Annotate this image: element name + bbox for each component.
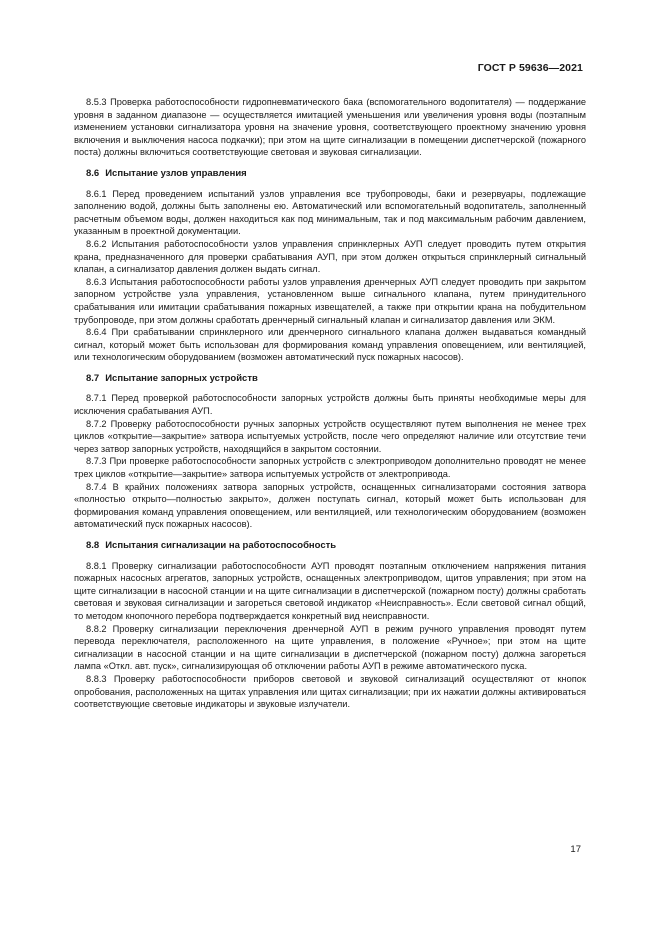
paragraph-8-8-1: 8.8.1 Проверку сигнализации работоспособности АУП проводят поэтапным отключением напряжения питания пожарных насосных агрегатов, запорных устройств, оснащенных электроприводом, щитов управления; при этом на щите сигнализации в насосной станции и на щите сигнализации в диспетчерской (пожарном посту) должны сработать световая и звуковая сигнализации и загореться световой индикатор «Неисправность». Если световой сигнал общий, то методом кнопочного перебора подтверждается конкретный вид неисправности. (74, 560, 586, 621)
section-number: 8.8 (86, 540, 100, 551)
section-title: Испытания сигнализации на работоспособность (105, 540, 337, 551)
section-heading-8-7 (86, 373, 586, 386)
section-title: Испытание запорных устройств (105, 372, 258, 384)
paragraph-8-5-3: 8.5.3 Проверка работоспособности гидропневматического бака (вспомогательного водопитателя) — поддержание уровня в заданном диапазоне — осуществляется имитацией уменьшения или увеличения уровня воды (поэтапным изменением установки сигнализатора уровня на значение уровня, соответствующего проектному значению уровня включения и выключения насоса подкачки); при этом на щите сигнализации в помещении диспетчерской (пожарного поста) должны включиться соответствующие световая и звуковая сигнализации. (74, 97, 586, 158)
paragraph-8-6-2: 8.6.2 Испытания работоспособности узлов управления спринклерных АУП следует проводить путем открытия крана, предназначенного для проверки срабатывания АУП, при этом должен открыться спринклерный сигнальный клапан, а сигнализатор давления должен выдать сигнал. (74, 238, 586, 275)
paragraph-8-7-4: 8.7.4 В крайних положениях затвора запорных устройств, оснащенных сигнализаторами состояния затвора «полностью открыто—полностью закрыто», должен поступать сигнал, который может быть использован для формирования команд управления оповещением, или вентиляцией, или технологическим оборудованием (возможен автоматический пуск пожарных насосов). (74, 481, 586, 530)
paragraph-8-8-3: 8.8.3 Проверку работоспособности приборов световой и звуковой сигнализаций осуществляют от кнопок опробования, расположенных на щитах управления или щитах сигнализации; при их нажатии должны активироваться соответствующие световые индикаторы и звуковые излучатели. (74, 673, 586, 710)
paragraph-8-7-1: 8.7.1 Перед проверкой работоспособности запорных устройств должны быть приняты необходимые меры для исключения срабатывания АУП. (74, 393, 586, 417)
paragraph-8-6-4: 8.6.4 При срабатывании спринклерного или дренчерного сигнального клапана должен выдаваться командный сигнал, который может быть использован для формирования команд управления оповещением, или вентиляцией, или технологическим оборудованием (возможен автоматический пуск пожарных насосов). (74, 327, 586, 363)
paragraph-8-7-3: 8.7.3 При проверке работоспособности запорных устройств с электроприводом дополнительно проводят не менее трех циклов «открытие—закрытие» затвора испытуемых устройств от электропривода. (74, 456, 586, 480)
section-number: 8.6 (86, 167, 100, 179)
paragraph-8-6-3: 8.6.3 Испытания работоспособности работы узлов управления дренчерных АУП следует проводить при закрытом запорном устройстве узла управления, установленном выше сигнального клапана, путем принудительного срабатывания или имитации срабатывания пожарных извещателей, а также при открытии крана на побудительном трубопроводе, при этом должны сработать дренчерный сигнальный клапан и сигнализатор давления или ЭКМ. (74, 276, 586, 325)
section-title: Испытание узлов управления (105, 167, 247, 179)
section-heading-8-6 (86, 168, 586, 181)
document-id: ГОСТ Р 59636—2021 (477, 62, 583, 74)
document-body (74, 96, 586, 711)
section-number: 8.7 (86, 372, 100, 384)
paragraph-8-8-2: 8.8.2 Проверку сигнализации переключения дренчерной АУП в режим ручного управления проводят путем перевода переключателя, расположенного на щите управления, в положение «Ручное»; при этом на щите сигнализации в насосной станции и на щите сигнализации в диспетчерской (пожарном посту) должна загореться лампа «Откл. авт. пуск», сигнализирующая об отключении работы АУП в режиме автоматического пуска. (74, 623, 586, 672)
paragraph-8-6-1: 8.6.1 Перед проведением испытаний узлов управления все трубопроводы, баки и резервуары, подлежащие заполнению водой, должны быть заполнены ею. Автоматический или вспомогательный водопитатель, заполненный расчетным объемом воды, должен находиться как под минимальным, так и под максимальным рабочим давлением, указанным в проектной документации. (74, 188, 586, 237)
page-number: 17 (570, 844, 581, 855)
section-heading-8-8 (86, 540, 586, 553)
paragraph-8-7-2: 8.7.2 Проверку работоспособности ручных запорных устройств осуществляют путем выполнения не менее трех циклов «открытие—закрытие» затвора испытуемых устройств, после чего определяют наличие или отсутствие течи через затвор запорных устройств, находящийся в закрытом состоянии. (74, 418, 586, 454)
